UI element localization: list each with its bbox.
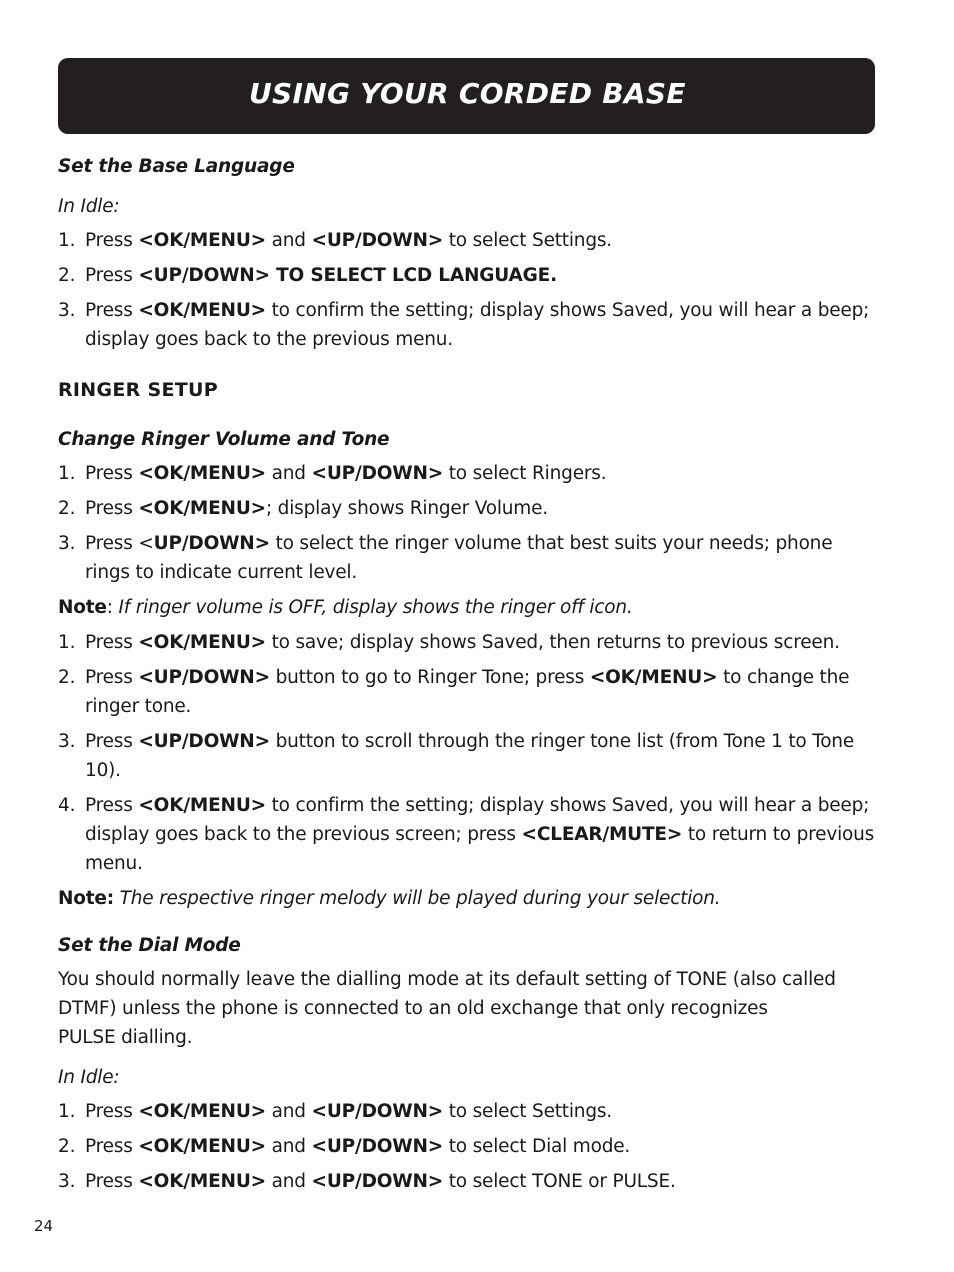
step-key: <UP/DOWN> [311, 1136, 444, 1157]
step-text: Press [85, 667, 139, 688]
step-text: Press < [85, 533, 154, 554]
step-item [58, 791, 878, 878]
heading-ringer-volume: Change Ringer Volume and Tone [58, 429, 390, 450]
intro-in-idle-2: In Idle: [58, 1067, 120, 1088]
step-text: to save; display shows Saved, then returns to previous screen. [265, 632, 840, 653]
page-title: USING YOUR CORDED BASE [249, 77, 686, 110]
step-text: Press [85, 1136, 139, 1157]
step-text: Press [85, 265, 139, 286]
steps-ringer-tone [58, 628, 878, 878]
step-item [58, 296, 878, 354]
step-number: 2. [58, 265, 76, 286]
step-text: and [265, 1136, 312, 1157]
step-item [58, 494, 878, 523]
step-item [58, 226, 878, 255]
step-key: <CLEAR/MUTE> [521, 824, 683, 845]
note-ringer-melody [58, 884, 878, 913]
step-text: and [265, 463, 312, 484]
step-text: button to scroll through the ringer tone list (from Tone 1 to Tone 10). [85, 731, 855, 781]
step-number: 2. [58, 1136, 76, 1157]
heading-ringer-setup: RINGER SETUP [58, 379, 218, 401]
step-text: to select Settings. [443, 1101, 612, 1122]
step-key: <OK/MENU> [138, 230, 266, 251]
step-number: 1. [58, 230, 76, 251]
intro-in-idle-1: In Idle: [58, 196, 120, 217]
step-text: to confirm the setting; display shows Saved, you will hear a beep; display goes back to the previous menu. [85, 300, 870, 350]
dial-mode-paragraph-line1: You should normally leave the dialling mode at its default setting of TONE (also called DTMF) unless the phone is connected to an old exchange that only recognizes [58, 969, 836, 1019]
step-number: 3. [58, 533, 76, 554]
note-text: The respective ringer melody will be played during your selection. [113, 888, 721, 909]
step-item [58, 628, 878, 657]
step-item [58, 459, 878, 488]
step-key: <UP/DOWN> [138, 667, 270, 688]
step-item [58, 1097, 878, 1126]
step-key: <UP/DOWN> [311, 1101, 444, 1122]
step-item [58, 1167, 878, 1196]
step-number: 1. [58, 1101, 76, 1122]
step-text: to select Settings. [443, 230, 612, 251]
step-number: 2. [58, 667, 76, 688]
step-key: <OK/MENU> [138, 463, 266, 484]
step-text: Press [85, 230, 139, 251]
step-text: Press [85, 795, 139, 816]
note-text: If ringer volume is OFF, display shows the ringer off icon. [118, 597, 633, 618]
step-text: and [265, 230, 312, 251]
step-key: <UP/DOWN> [138, 731, 270, 752]
step-text: to return to previous menu. [85, 824, 875, 874]
step-number: 3. [58, 1171, 76, 1192]
step-key: <OK/MENU> [138, 1101, 266, 1122]
step-text: Press [85, 498, 139, 519]
step-item [58, 529, 878, 587]
step-key: UP/DOWN> [153, 533, 270, 554]
note-label: Note [58, 597, 107, 618]
step-key: <OK/MENU> [138, 300, 266, 321]
step-text: Press [85, 1101, 139, 1122]
step-key: <UP/DOWN> TO SELECT LCD LANGUAGE. [138, 265, 557, 286]
step-text: and [265, 1101, 312, 1122]
step-text: Press [85, 1171, 139, 1192]
step-text: Press [85, 463, 139, 484]
dial-mode-paragraph [58, 965, 878, 1052]
step-text: to confirm the setting; display shows Saved, you will hear a beep; display goes back to the previous screen; press [85, 795, 870, 845]
steps-dial-mode [58, 1097, 878, 1196]
step-key: <OK/MENU> [138, 498, 266, 519]
step-text: button to go to Ringer Tone; press [269, 667, 590, 688]
step-item [58, 727, 878, 785]
page-content [58, 152, 878, 1202]
step-number: 4. [58, 795, 76, 816]
step-key: <UP/DOWN> [311, 1171, 444, 1192]
note-label: Note: [58, 888, 114, 909]
step-item [58, 261, 878, 290]
page-number: 24 [34, 1217, 54, 1235]
step-number: 1. [58, 632, 76, 653]
heading-dial-mode: Set the Dial Mode [58, 935, 241, 956]
step-number: 1. [58, 463, 76, 484]
steps-ringer-volume [58, 459, 878, 587]
step-text: Press [85, 300, 139, 321]
step-text: to select TONE or PULSE. [443, 1171, 676, 1192]
step-key: <OK/MENU> [138, 1171, 266, 1192]
step-key: <UP/DOWN> [311, 463, 444, 484]
step-text: Press [85, 632, 139, 653]
step-number: 3. [58, 300, 76, 321]
step-item [58, 663, 878, 721]
step-text: to select Dial mode. [443, 1136, 631, 1157]
step-key: <UP/DOWN> [311, 230, 444, 251]
dial-mode-paragraph-line2: PULSE dialling. [58, 1027, 193, 1048]
heading-base-language: Set the Base Language [58, 156, 295, 177]
step-key: <OK/MENU> [138, 795, 266, 816]
step-text: Press [85, 731, 139, 752]
step-key: <OK/MENU> [138, 1136, 266, 1157]
note-ringer-off [58, 593, 878, 622]
step-key: <OK/MENU> [589, 667, 718, 688]
step-text: to change the ringer tone. [85, 667, 850, 717]
step-text: to select the ringer volume that best suits your needs; phone rings to indicate current level. [85, 533, 833, 583]
steps-base-language [58, 226, 878, 354]
step-text: ; display shows Ringer Volume. [265, 498, 548, 519]
step-text: and [265, 1171, 312, 1192]
step-number: 2. [58, 498, 76, 519]
step-text: to select Ringers. [443, 463, 607, 484]
note-separator: : [106, 597, 119, 618]
step-key: <OK/MENU> [138, 632, 266, 653]
step-item [58, 1132, 878, 1161]
step-number: 3. [58, 731, 76, 752]
section-banner [58, 58, 875, 134]
